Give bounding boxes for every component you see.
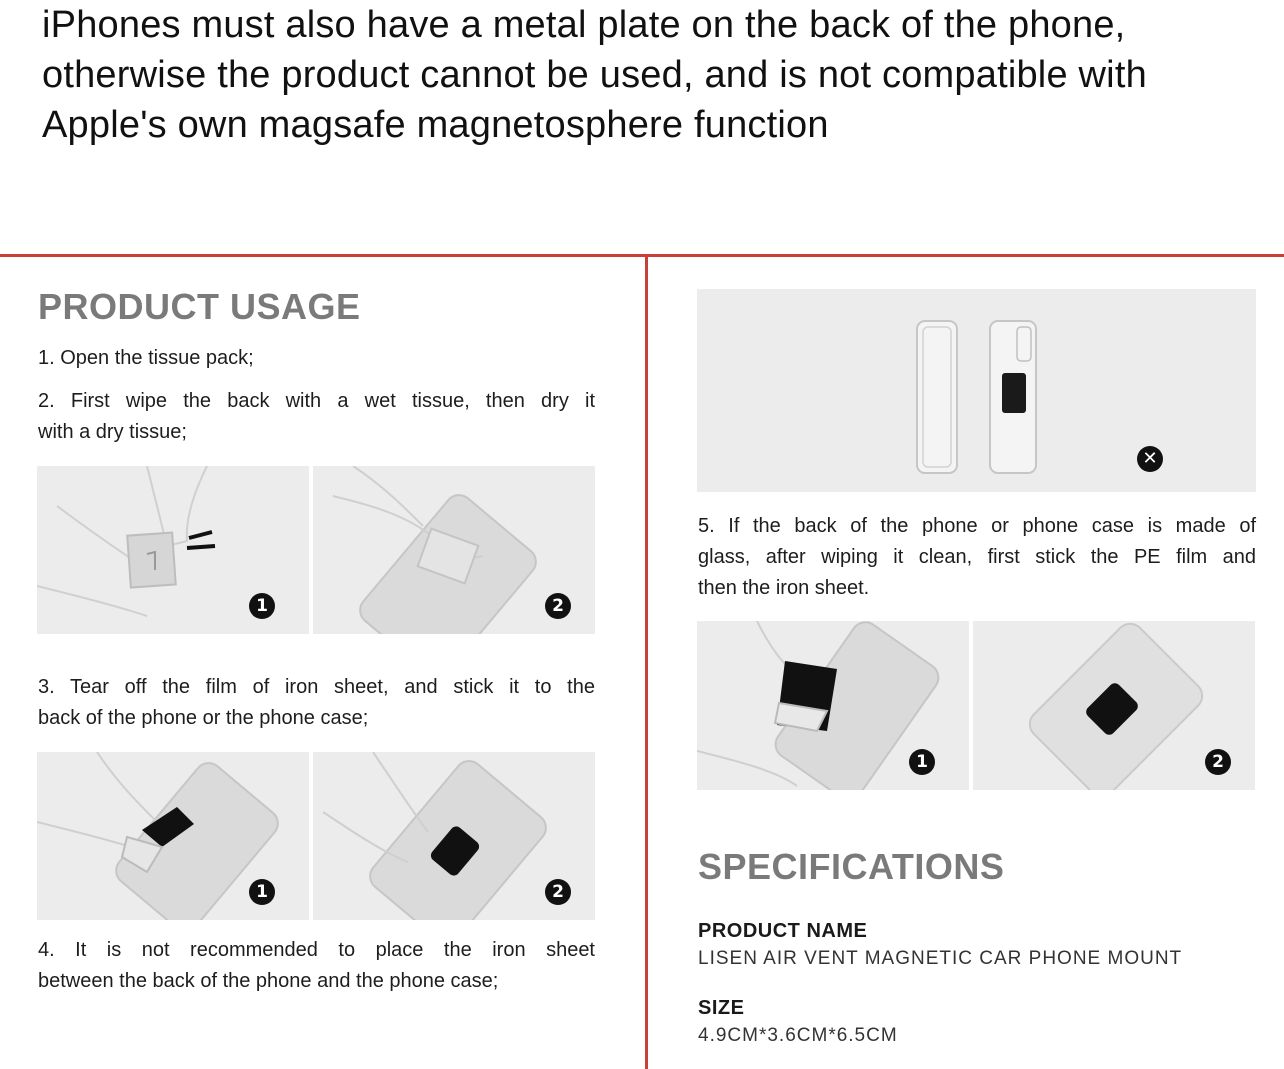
product-name-label: PRODUCT NAME xyxy=(698,920,868,942)
step-4-line-2: between the back of the phone and the phone case; xyxy=(38,970,499,992)
step-5-line-3: then the iron sheet. xyxy=(698,577,870,599)
horizontal-divider xyxy=(0,254,1284,257)
step-2-line-2: with a dry tissue; xyxy=(38,421,187,443)
badge-2: 2 xyxy=(545,593,571,619)
illustration-pe-film xyxy=(697,621,969,790)
badge-1: 1 xyxy=(249,879,275,905)
intro-line-1: iPhones must also have a metal plate on the back of the phone, xyxy=(42,4,1126,46)
step-3-text xyxy=(38,672,595,734)
step-5-line-2: glass, after wiping it clean, first stick the PE film and xyxy=(698,546,1256,568)
illustration-wipe-back xyxy=(313,466,595,634)
step-5-line-1: 5. If the back of the phone or phone case is made of xyxy=(698,515,1256,537)
intro-note xyxy=(42,0,1272,150)
step-5-text xyxy=(698,511,1256,604)
illustration-stick-sheet xyxy=(313,752,595,920)
size-label: SIZE xyxy=(698,997,745,1019)
illustration-iron-sheet-applied xyxy=(973,621,1255,790)
intro-line-3: Apple's own magsafe magnetosphere function xyxy=(42,104,829,146)
product-name-value: LISEN AIR VENT MAGNETIC CAR PHONE MOUNT xyxy=(698,948,1183,969)
step-4-line-1: 4. It is not recommended to place the iron sheet xyxy=(38,939,595,961)
badge-1: 1 xyxy=(249,593,275,619)
step-4-text xyxy=(38,935,595,997)
intro-line-2: otherwise the product cannot be used, and is not compatible with xyxy=(42,54,1147,96)
illustration-tear-film xyxy=(37,752,309,920)
step-3-line-1: 3. Tear off the film of iron sheet, and stick it to the xyxy=(38,676,595,698)
specifications-title: SPECIFICATIONS xyxy=(698,846,1005,887)
step-2-text xyxy=(38,386,595,448)
size-value: 4.9CM*3.6CM*6.5CM xyxy=(698,1025,898,1046)
step-1-text: 1. Open the tissue pack; xyxy=(38,347,254,369)
badge-2: 2 xyxy=(1205,749,1231,775)
badge-2: 2 xyxy=(545,879,571,905)
incompatible-x-icon: ✕ xyxy=(1137,446,1163,472)
illustration-open-tissue xyxy=(37,466,309,634)
product-usage-title: PRODUCT USAGE xyxy=(38,286,361,327)
illustration-magsafe-incompatible xyxy=(697,289,1256,492)
badge-1: 1 xyxy=(909,749,935,775)
step-2-line-1: 2. First wipe the back with a wet tissue, then dry it xyxy=(38,390,595,412)
step-3-line-2: back of the phone or the phone case; xyxy=(38,707,369,729)
vertical-divider xyxy=(645,254,648,1069)
phones-front-back-illustration xyxy=(697,289,1256,492)
